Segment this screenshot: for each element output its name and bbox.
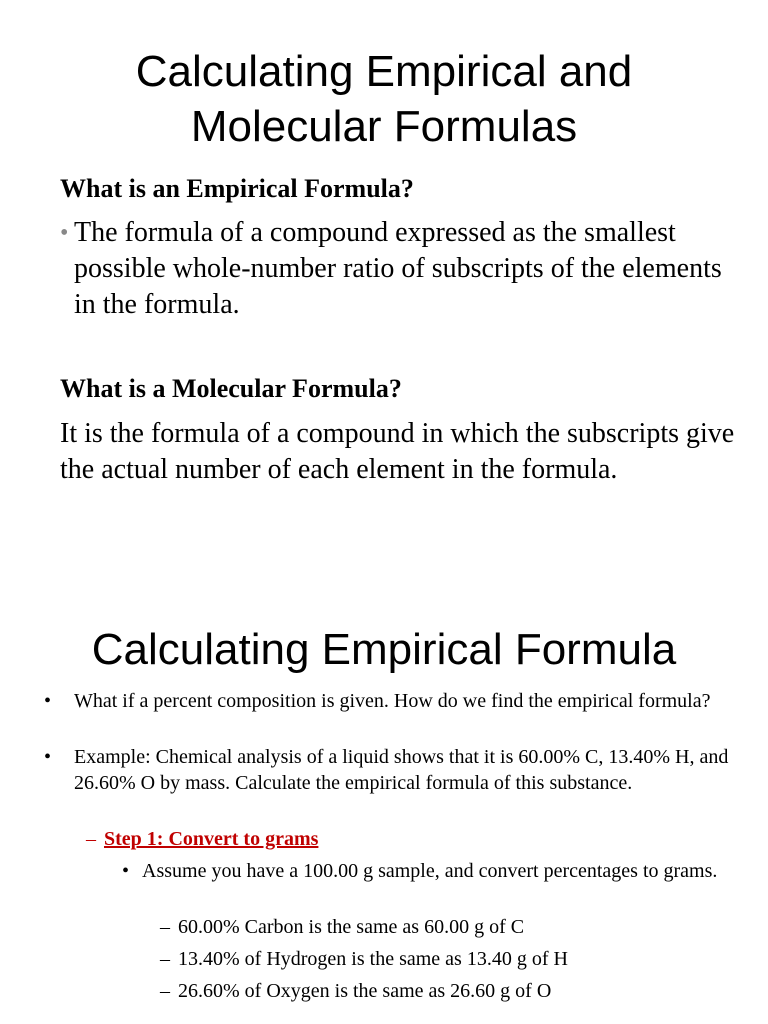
bullet-marker: • [44,746,52,768]
molecular-heading: What is a Molecular Formula? [60,374,402,403]
conversion-text: 13.40% of Hydrogen is the same as 13.40 g of H [178,948,568,970]
list-item-text: What if a percent composition is given. How do we find the empirical formula? [74,690,711,712]
slide-calculating-empirical [0,560,768,1024]
empirical-definition: The formula of a compound expressed as the smallest possible whole-number ratio of subscripts of the elements in the formula. [74,217,722,320]
molecular-definition: It is the formula of a compound in which the subscripts give the actual number of each element in the formula. [60,418,735,485]
step-1-detail-item [122,858,722,884]
slide-title: Calculating Empirical Formula [91,625,677,674]
bullet-marker: • [60,220,69,246]
list-item [44,744,734,796]
list-item [44,688,734,714]
title-line-1: Calculating Empirical and [135,47,633,96]
title-line-2: Molecular Formulas [190,102,578,151]
dash-marker: – [160,980,170,1002]
conversion-item-hydrogen [160,946,568,972]
empirical-definition-item [60,215,750,323]
step-1-detail: Assume you have a 100.00 g sample, and convert percentages to grams. [142,860,718,882]
step-1-heading: Step 1: Convert to grams [104,828,319,850]
dash-marker: – [86,828,96,850]
dash-marker: – [160,916,170,938]
slide-title [0,44,768,154]
step-1-item [86,826,318,852]
list-item-text: Example: Chemical analysis of a liquid shows that it is 60.00% C, 13.40% H, and 26.60% O by mass. Calculate the empirical formula of this substance. [74,746,729,794]
conversion-text: 26.60% of Oxygen is the same as 26.60 g of O [178,980,552,1002]
conversion-text: 60.00% Carbon is the same as 60.00 g of C [178,916,525,938]
empirical-heading: What is an Empirical Formula? [60,174,414,203]
bullet-marker: • [44,690,52,712]
conversion-item-carbon [160,914,524,940]
conversion-item-oxygen [160,978,551,1004]
bullet-marker: • [122,860,130,882]
dash-marker: – [160,948,170,970]
